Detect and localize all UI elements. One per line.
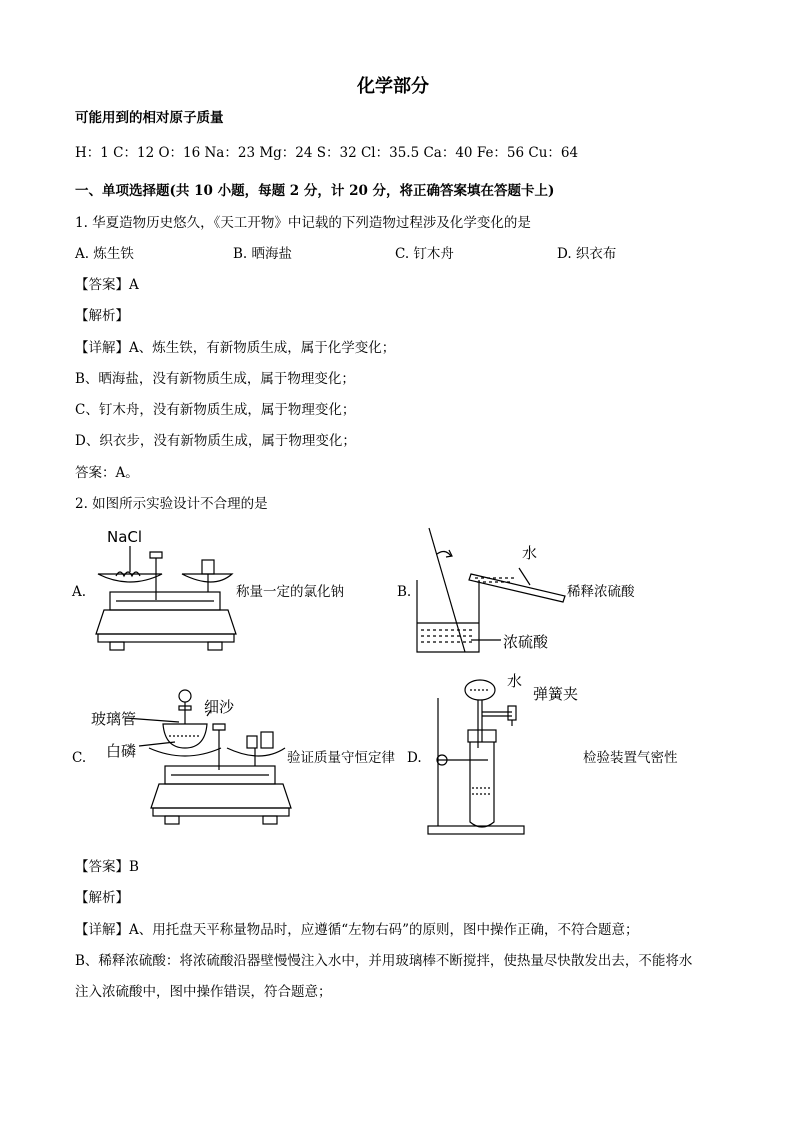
q2-detail-2: B、稀释浓硫酸：将浓硫酸沿器壁慢慢注入水中，并用玻璃棒不断搅拌，使热量尽快散发出去，不能将水 — [75, 953, 693, 969]
q1-detail-2: B、晒海盐，没有新物质生成，属于物理变化； — [75, 371, 355, 387]
fig-d-water-label: 水 — [507, 672, 523, 690]
q1-detail-5: 答案：A。 — [75, 465, 139, 481]
q2-analysis: 【解析】 — [75, 890, 129, 906]
section-heading: 一、单项选择题(共 10 小题，每题 2 分，计 20 分，将正确答案填在答题卡上) — [75, 183, 555, 199]
fig-c-sand-label: 细沙 — [204, 698, 235, 716]
balance-figure-a — [90, 540, 240, 655]
stand-apparatus-d — [428, 676, 538, 836]
q2-answer: 【答案】B — [75, 859, 139, 875]
fig-d-clip-label: 弹簧夹 — [533, 685, 579, 703]
q1-detail-4: D、织衣步，没有新物质生成，属于物理变化； — [75, 433, 356, 449]
q1-option-d: D. 织衣布 — [557, 246, 617, 262]
atomic-mass-heading: 可能用到的相对原子质量 — [75, 110, 224, 126]
page-title: 化学部分 — [357, 76, 429, 97]
q1-answer: 【答案】A — [75, 277, 139, 293]
q1-detail-1: 【详解】A、炼生铁，有新物质生成，属于化学变化； — [75, 340, 396, 356]
q1-option-c: C. 钉木舟 — [395, 246, 454, 262]
q1-option-b: B. 晒海盐 — [233, 246, 293, 262]
fig-b-letter: B. — [397, 584, 412, 600]
fig-b-water-label: 水 — [522, 544, 538, 562]
fig-c-caption: 验证质量守恒定律 — [287, 750, 395, 766]
fig-a-caption: 称量一定的氯化钠 — [236, 584, 344, 600]
q2-detail-1: 【详解】A、用托盘天平称量物品时，应遵循“左物右码”的原则，图中操作正确，不符合题意； — [75, 922, 639, 938]
question-2-stem: 2. 如图所示实验设计不合理的是 — [75, 496, 268, 512]
q1-detail-3: C、钉木舟，没有新物质生成，属于物理变化； — [75, 402, 356, 418]
fig-a-nacl-label: NaCl — [107, 528, 143, 546]
balance-figure-c — [145, 688, 295, 828]
fig-b-caption: 稀释浓硫酸 — [567, 584, 635, 600]
beaker-figure-b — [415, 528, 575, 658]
q2-detail-3: 注入浓硫酸中，图中操作错误，符合题意； — [75, 984, 332, 1000]
fig-d-letter: D. — [407, 750, 422, 766]
fig-c-letter: C. — [72, 750, 87, 766]
q1-option-a: A. 炼生铁 — [75, 246, 134, 262]
fig-b-acid-label: 浓硫酸 — [503, 633, 549, 651]
q1-analysis: 【解析】 — [75, 308, 129, 324]
fig-c-tube-label: 玻璃管 — [91, 710, 137, 728]
fig-a-letter: A. — [72, 584, 87, 600]
question-1-stem: 1. 华夏造物历史悠久，《天工开物》中记载的下列造物过程涉及化学变化的是 — [75, 215, 531, 231]
atomic-mass-list: H：1 C：12 O：16 Na：23 Mg：24 S：32 Cl：35.5 Ca：40 Fe：56 Cu：64 — [75, 145, 579, 161]
fig-d-caption: 检验装置气密性 — [583, 750, 678, 766]
fig-c-phosphorus-label: 白磷 — [106, 742, 137, 760]
